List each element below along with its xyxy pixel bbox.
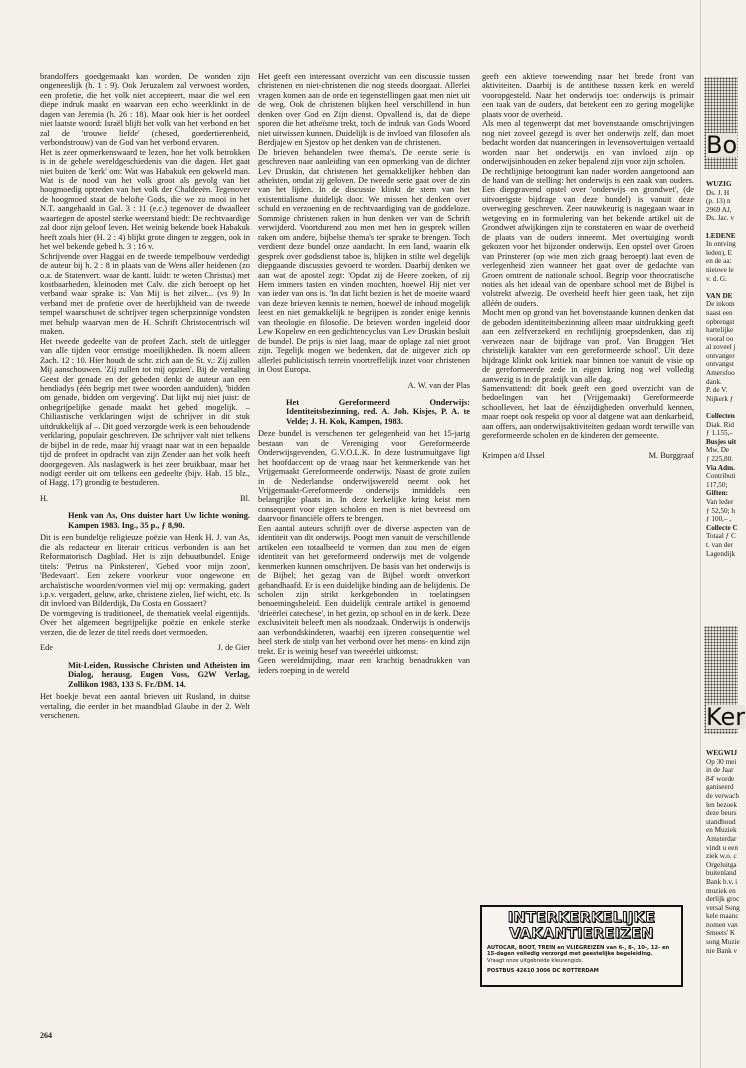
right-column-line: VAN DE [706, 291, 733, 300]
right-column-line: versal Song [706, 903, 740, 912]
signature-4-right: M. Burggraaf [648, 450, 694, 460]
col1-paragraph: Het is zeer opmerkenswaard te lezen, hoe het volk betrokken is in de gehele wereldgeschiedenis van die dagen. Het gaat niet buiten de 'kerk' om: Wat was Habakuk een gekweld man. Wat is de nood van het volk groot als gevolg van het hoogmoedig optreden van het volk der Chaldeeën. Tegenover de hoogmoed staat de belofte Gods, die we zo mooi in het N.T. aangehaald in Gal. 3 : 11 (e.c.) tegenover de dwaalleer waartegen de apostel sterke weerstand biedt: De rechtvaardige zal door zijn geloof leven. Het weinig bekende boek Habakuk heeft zoals hier (H. 2 : 4) blijkt grote dingen te zeggen, ook in het wel bekende gebed h. 3 : 16 v. [40, 147, 250, 252]
right-column-line: ziek w.o. c [706, 852, 737, 861]
right-column-line: vooral oo [706, 334, 734, 343]
right-column-line: Collecte C [706, 523, 738, 532]
right-column-line: standhoud [706, 817, 736, 826]
right-column-line: deze beurs [706, 809, 737, 818]
signature-4-left: Krimpen a/d IJssel [482, 450, 545, 460]
signature-3 [258, 381, 470, 390]
col2-paragraphs [258, 72, 470, 375]
right-column-line: v. d. G. [706, 274, 727, 283]
right-column-line: song Muzie [706, 938, 740, 947]
right-column-line: nie Bank v [706, 946, 738, 955]
right-column-line: 84' worde [706, 774, 735, 783]
right-column-line: ontvangst [706, 360, 734, 369]
right-column-line: Bank b.v. i [706, 877, 738, 886]
col3-paragraph: Samenvattend: dit boek geeft een goed overzicht van de bedoelingen van het (Vrijgemaakt) Gereformeerde schoolleven, het laat de éénzijdigheden onverhuld kennen, maar roept ook respekt op voor al datgene wat aan denkarbeid, aan offers, aan onderwijsaktiviteiten gedaan wordt terwille van gereformeerde scholen en de kinderen der gemeente. [482, 383, 694, 441]
signature-1-left: H. [40, 493, 49, 503]
right-column-line: Op 30 mei [706, 757, 737, 766]
right-column-line: Amersfoo [706, 369, 735, 378]
review-heading-mit-leiden: Mit-Leiden, Russische Christen und Atheisten im Dialog, herausg. Eugen Voss, G2W Verlag, Zollikon 1983, 133 S. Fr./DM. 14. [68, 660, 250, 689]
signature-2-left: Ede [40, 643, 54, 653]
right-column-line: dank. [706, 377, 722, 386]
ad-body-text: AUTOCAR, BOOT, TREIN en VLIEGREIZEN van 6-, 8-, 10-, 12- en 15-dagen volledig verzorgd met geestelijke begeleiding. [487, 945, 670, 958]
review-heading-van-as: Henk van As, Ons duister hart Uw lichte woning. Kampen 1983. Ing., 35 p., ƒ 8,90. [68, 511, 250, 530]
right-column-line [706, 283, 746, 292]
review-onderwijs-paragraph: Geen wereldmijding, maar een krachtig benadrukken van ieders roeping in de wereld [258, 656, 470, 675]
col1-paragraph: Het tweede gedeelte van de profeet Zach. stelt de uitlegger van alle tijden voor ernstige moeilijkheden. Ik noem alleen Zach. 12 : 10. Hier houdt de schr. zich aan de St. v.: Zij zullen Mij aanschouwen. 'Zij zullen tot mij opzien'. Bij de vertaling Geest der genade en der gebeden denkt de auteur aan een hendiadys (één begrip met twee woorden aanduiden), 'bidden om genade, bidden om vergeving'. Dat lijkt mij niet juist: de onbegrijpelijke genade maakt het gebed mogelijk. – Chiliastische verklaringen wijst de schrijver in dit stuk uitdrukkelijk af –. Dit goed verzorgde werk is een behoudende verklaring, populair geschreven. De schrijver valt niet telkens de bijbel in de rede, maar hij vraagt naar wat in een bepaalde tijd de profeet in opdracht van zijn Zender aan het volk heeft doorgegeven. Als naslagwerk is het zeer bruikbaar, maar het nodigt eerder uit om telkens een gedeelte (bijv. Hab. 15 blz., of Hagg. 17) grondig te bestuderen. [40, 336, 250, 488]
col2-paragraph: De brieven behandelen twee thema's. De eerste serie is geschreven naar aanleiding van een opmerking van de dichter Lev Druskin, dat christenen het gemakkelijker hebben dan atheïsten, omdat zij geloven. De tweede serie gaat over de zin van het lijden. In de discussie klinkt de stem van het existentialisme duidelijk door. We missen het denken over schuld en verzoening en de rechtvaardiging van de goddeloze. Sommige christenen raken in hun denken ver van de Schrift verwijderd. Voortdurend zou men met hen in gesprek willen raken om andere, bijbelse thema's ter sprake te brengen. Toch verdient deze bundel onze aandacht. In een land, waarin elk gesprek over godsdienst taboe is, blijken in stilte wel degelijk diepgaande discussies gevoerd te worden. Daarbij denken we aan wat de apostel zegt: 'Opdat zij de Heere zoeken, of zij Hem immers tasten en vinden mochten, hoewel Hij niet ver van ieder van ons is. 'In dat licht bezien is het de moeite waard van deze brieven kennis te nemen, hoewel de inhoud mogelijk leest en niet gemakkelijk te begrijpen is zonder enige kennis van theologie en filosofie. De brieven worden ingeleid door Lew Kopelew en een gedichtencyclus van Lev Druskin besluit de bundel. De prijs is niet laag, maar de oplage zal niet groot zijn. Tegelijk mogen we bedenken, dat de uitgever zich op allerlei publicistisch terrein voortreffelijk inzet voor christenen in Oost Europa. [258, 147, 470, 375]
right-column-line: derlijk groc [706, 895, 740, 904]
right-column-line: opbrengst [706, 317, 735, 326]
signature-2 [40, 643, 250, 652]
right-column-line: 117,50; [706, 480, 728, 489]
review-mit-leiden-text [40, 692, 250, 720]
right-column-line: buitenland [706, 869, 737, 878]
right-column-line: Orgeluitga [706, 860, 737, 869]
review-van-as-text [40, 533, 250, 637]
right-column-line: nieuwe le [706, 265, 734, 274]
right-column-line: Contributi [706, 472, 736, 481]
right-column-line [706, 403, 746, 412]
right-column-line: Collecten [706, 412, 735, 421]
right-column-text-2 [706, 749, 746, 955]
signature-3-name: A. W. van der Plas [407, 380, 470, 390]
column-2 [258, 72, 470, 1032]
review-van-as-paragraph: De vormgeving is traditioneel, de thematiek veelal eigentijds. Over het algemeen begrijpelijke poëzie en enkele sterke verzen, die de lezer de titel reeds doet vermoeden. [40, 608, 250, 637]
col1-paragraphs [40, 72, 250, 488]
col3-paragraph: Mocht men op grond van het bovenstaande kunnen denken dat de geboden identiteitsbezinning alleen maar uitdrukking geeft aan een zelfverzekerd en rechtlijnig groepsdenken, dan zij verwezen naar de bijdrage van prof. Van Bruggen 'Het christelijk karakter van een gereformeerde school'. Uit deze bijdrage klinkt ook kritiek naar binnen toe vanuit de visie op de gereformeerde zede in eigen kring nog wel volledig aanwezig is in de praktijk van alle dag. [482, 308, 694, 384]
signature-1 [40, 494, 250, 503]
right-column-line: Nijkerk ƒ [706, 394, 734, 403]
right-column-line: Van leder [706, 497, 734, 506]
right-column-line: In ontving [706, 240, 736, 249]
signature-2-right: J. de Gier [217, 643, 250, 653]
right-column-line: De inkom [706, 300, 735, 309]
review-gereformeerd-onderwijs-text [258, 429, 470, 675]
right-column-line: al zoveel j [706, 343, 736, 352]
right-column-line: Ds. Jac. v [706, 214, 734, 223]
review-mit-leiden-paragraph: Het boekje bevat een aantal brieven uit Rusland, in duitse vertaling, die eerder in het maandblad Glaube in der 2. Welt verschenen. [40, 692, 250, 720]
right-column-line: Smeets' K [706, 929, 736, 938]
right-column-line: Mw. De [706, 446, 730, 455]
review-onderwijs-paragraph: Een aantal auteurs schrijft over de diverse aspecten van de identiteit van dit onderwijs. Poogt men vanuit de verschillende artikelen een totaalbeeld te vormen dan zou men de eigen identiteit van het gereformeerd onderwijs met de volgende kenmerken kunnen omschrijven. De basis van het onderwijs is de Bijbel; het gezag van de Bijbel wordt onverkort gehandhaafd. Er is een duidelijke binding aan de belijdenis. De scholen zijn strikt kerkgebonden in toelatingsen benoemingsbeleid. Een duidelijk centrale artikel is genoemd 'drieërlei catechese', in het gezin, op school en in de kerk. Deze exclusiviteit beleeft men als noodzaak. Onderwijs is onderwijs aan verbondskinderen, waarbij een ijzeren consequentie wel heel sterk de stolp van het verbond over het mens- en kind zijn trekt. Er is weinig besef van tweeërlei uitkomst. [258, 523, 470, 656]
right-column-line: ƒ 1.155,– [706, 429, 733, 438]
ad-postbus: POSTBUS 42610 3006 DC ROTTERDAM [487, 967, 599, 974]
right-column-line: Lagendijk [706, 549, 736, 558]
right-column-line [706, 223, 746, 232]
col1-paragraph: Schrijvende over Haggai en de tweede tempelbouw verdedigt de auteur bij h. 2 : 8 in plaats van de Wens aller heidenen (zo o.a. de Statenvert. waar de kantt. luidt: te weten Christus) met kostbaarheden, kleinoden met Calv. die zich beroept op het verband waar sprake is: Van Mij is het zilver... (vs 9) In verband met de profetie over de heerlijkheid van de tweede tempel waarschuwt de schrijver tegen scherpzinnige vondsten met behulp waarvan men de H. Schrift Christocentrisch wil maken. [40, 251, 250, 337]
column-3 [482, 72, 694, 722]
signature-4 [482, 451, 694, 460]
right-column-line: Giften: [706, 489, 728, 498]
right-column-line: 2969 AJ, [706, 205, 732, 214]
box-header-word-2: Ker [706, 703, 746, 731]
col3-paragraph: geeft een aktieve toewending naar het brede front van aktiviteiten. Daarbij is de antithese tussen kerk en wereld vooropgesteld. Naar het onderwijs toe: onderwijs is primair een taak van de ouders, dat betekent een zo gering mogelijke plaats voor de overheid. [482, 72, 694, 119]
col3-paragraph: De rechtlijnige betoogtrant kan nader worden aangetoond aan de hand van de stelling: het onderwijs is een zaak van ouders. Een diepgravend opstel over 'onderwijs en grondwet', (de uitvoerigste bijdrage van deze bundel) is vanuit deze overweging geschreven. Zeer nauwkeurig is nagegaan waar in wetgeving en in formulering van het bekende artikel uit de Grondwet afwijkingen zijn te constateren en waar de overheid de plaats van de ouders inneemt. Met overtuiging wordt gekozen voor het bijzonder onderwijs. Een opstel over Groen van Prinsterer (op wie men zich graag beroept) laat even de verlegenheid zien wanneer het gaat over de gedachte van Groen omtrent de nationale school. Begrip voor theocratische noties als het ideaal van de openbare school met de Bijbel is volstrekt afwezig. De overheid heeft hier geen taak, het zijn alléén de ouders. [482, 166, 694, 308]
right-column-line: (p. 13) n [706, 197, 731, 206]
right-column-line: Amsterdar [706, 834, 737, 843]
ad-brochure-text: Vraagt onze uitgebreide kleurengids. [487, 958, 584, 965]
right-column-line: Busjes uit [706, 437, 737, 446]
column-1 [40, 72, 250, 1032]
right-column-text-1 [706, 180, 746, 558]
right-column-line: Diak. Rid [706, 420, 734, 429]
right-column-line: ƒ 100,– , [706, 515, 732, 524]
right-column-line: Ds. J. H [706, 188, 730, 197]
right-column-line: en de aa: [706, 257, 732, 266]
right-column-line: t. van der [706, 540, 733, 549]
right-column-line: leden), E [706, 248, 732, 257]
right-column-line: Via Adm. [706, 463, 735, 472]
review-van-as-paragraph: Dit is een bundeltje religieuze poëzie van Henk H. J. van As, die als redacteur en literair criticus verbonden is aan het Reformatorisch Dagblad. Het is zijn debuutbundel. Enige titels: 'Petrus na Pinksteren', 'Gebed voor mijn zoon', 'Bedevaart'. Een zekere voorkeur voor ongewone en archaïstische woorden/vormen viel mij op: vermaking, gadert i.p.v. vergadert, geluw, arke, christene zielen, lief wicht, etc. Is dit invloed van Bilderdijk, Da Costa en Gossaert? [40, 533, 250, 609]
right-column-line: en Muziek [706, 826, 737, 835]
right-column-line: WUZIG [706, 180, 732, 188]
right-column-line: nomen van [706, 920, 738, 929]
right-column-line: ƒ 52,50; h [706, 506, 735, 515]
travel-advertisement [480, 905, 683, 987]
right-column-line: ƒ 225,80. [706, 455, 733, 463]
page-number: 264 [40, 1031, 52, 1040]
right-column-line: de verwach [706, 791, 739, 800]
right-column-line: Totaal ƒ C [706, 532, 736, 541]
review-heading-gereformeerd-onderwijs: Het Gereformeerd Onderwijs: Identiteitsbezinning, red. A. Joh. Kisjes, P. A. te Velde; J. H. Kok, Kampen, 1983. [286, 397, 470, 426]
ad-title-line-1: INTERKERKELIJKE [507, 910, 656, 926]
ad-title-line-2: VAKANTIEREIZEN [509, 926, 654, 942]
signature-1-right: Bl. [239, 493, 250, 503]
col3-paragraphs [482, 72, 694, 441]
right-column-line: P. de V. [706, 386, 728, 395]
box-header-word-1: Bo [706, 131, 738, 159]
col3-paragraph: Als men al tegenwerpt dat met bovenstaande omschrijvingen nog niet zoveel gezegd is over het onderwijs zelf, dan moet bedacht worden dat nuanceringen in levensovertuigen vertaald worden naar het onderwijs en van invloed zijn op onderwijsinhouden en zeker bepalend zijn voor zijn scholen. [482, 119, 694, 167]
right-column-line: in de Jaar [706, 766, 734, 775]
col1-paragraph: brandoffers goedgemaakt kan worden. De wonden zijn ongeneeslijk (h. 1 : 9). Ook Jeruzalem zal verwoest worden, een profetie, die het volk niet accepteert, maar die wel een diepe indruk maakt en waarvan een echo weerklinkt in de dagen van Jeremia (h. 26 : 18). Maar ook hier is het oordeel niet laatste woord: Israël blijft het volk van het verbond en het zal de 'trouwe liefde' (chesed, goedertierenheid, verbondstrouw) van de God van het verbond ervaren. [40, 72, 250, 148]
right-column-line: muziek en [706, 886, 736, 895]
right-column-line: ganiseerd [706, 783, 734, 792]
right-column-line: len bezoek [706, 800, 737, 809]
review-onderwijs-paragraph: Deze bundel is verschenen ter gelegenheid van het 15-jarig bestaan van de Vereniging voor Gereformeerde Onderwijsgevenden, G.V.O.L.K. In deze lustrumuitgave ligt het hoofdaccent op de vraag naar het kenmerkende van het Vrijgemaakt Gereformeerde onderwijs. Naast de grote zuilen in de Nederlandse onderwijswereld neemt ook het Vrijgemaakt-Gereformeerde onderwijs inmiddels een belangrijke plaats in. In deze kerkelijke kring keist men consequent voor eigen scholen en men is niet bevreesd om daarvoor financiële offers te brengen. [258, 429, 470, 524]
right-column-line: LEDENE [706, 231, 736, 240]
right-column-line: vindt u een [706, 843, 738, 852]
right-column-line: naast een [706, 308, 733, 317]
right-column-line: kele maanc [706, 912, 739, 921]
right-column-line: ontvanger [706, 351, 735, 360]
column-divider [700, 0, 701, 1068]
col2-paragraph: Het geeft een interessant overzicht van een discussie tussen christenen en niet-christenen die nog steeds doorgaat. Allerlei vragen komen aan de orde en tegenstellingen gaat men niet uit de weg. Ook de christenen blijken heel verschillend in hun denken over God en Zijn dienst. Opvallend is, dat de diepe sporen die het atheïsme trekt, toch de indruk van Gods Woord niet uitwissen kunnen. Duidelijk is de invloed van filosofen als Berdjajew en Sjestov op het denken van de christenen. [258, 72, 470, 148]
right-column-line: WEGWIJ [706, 749, 738, 757]
right-column-line: hartelijke [706, 326, 734, 335]
